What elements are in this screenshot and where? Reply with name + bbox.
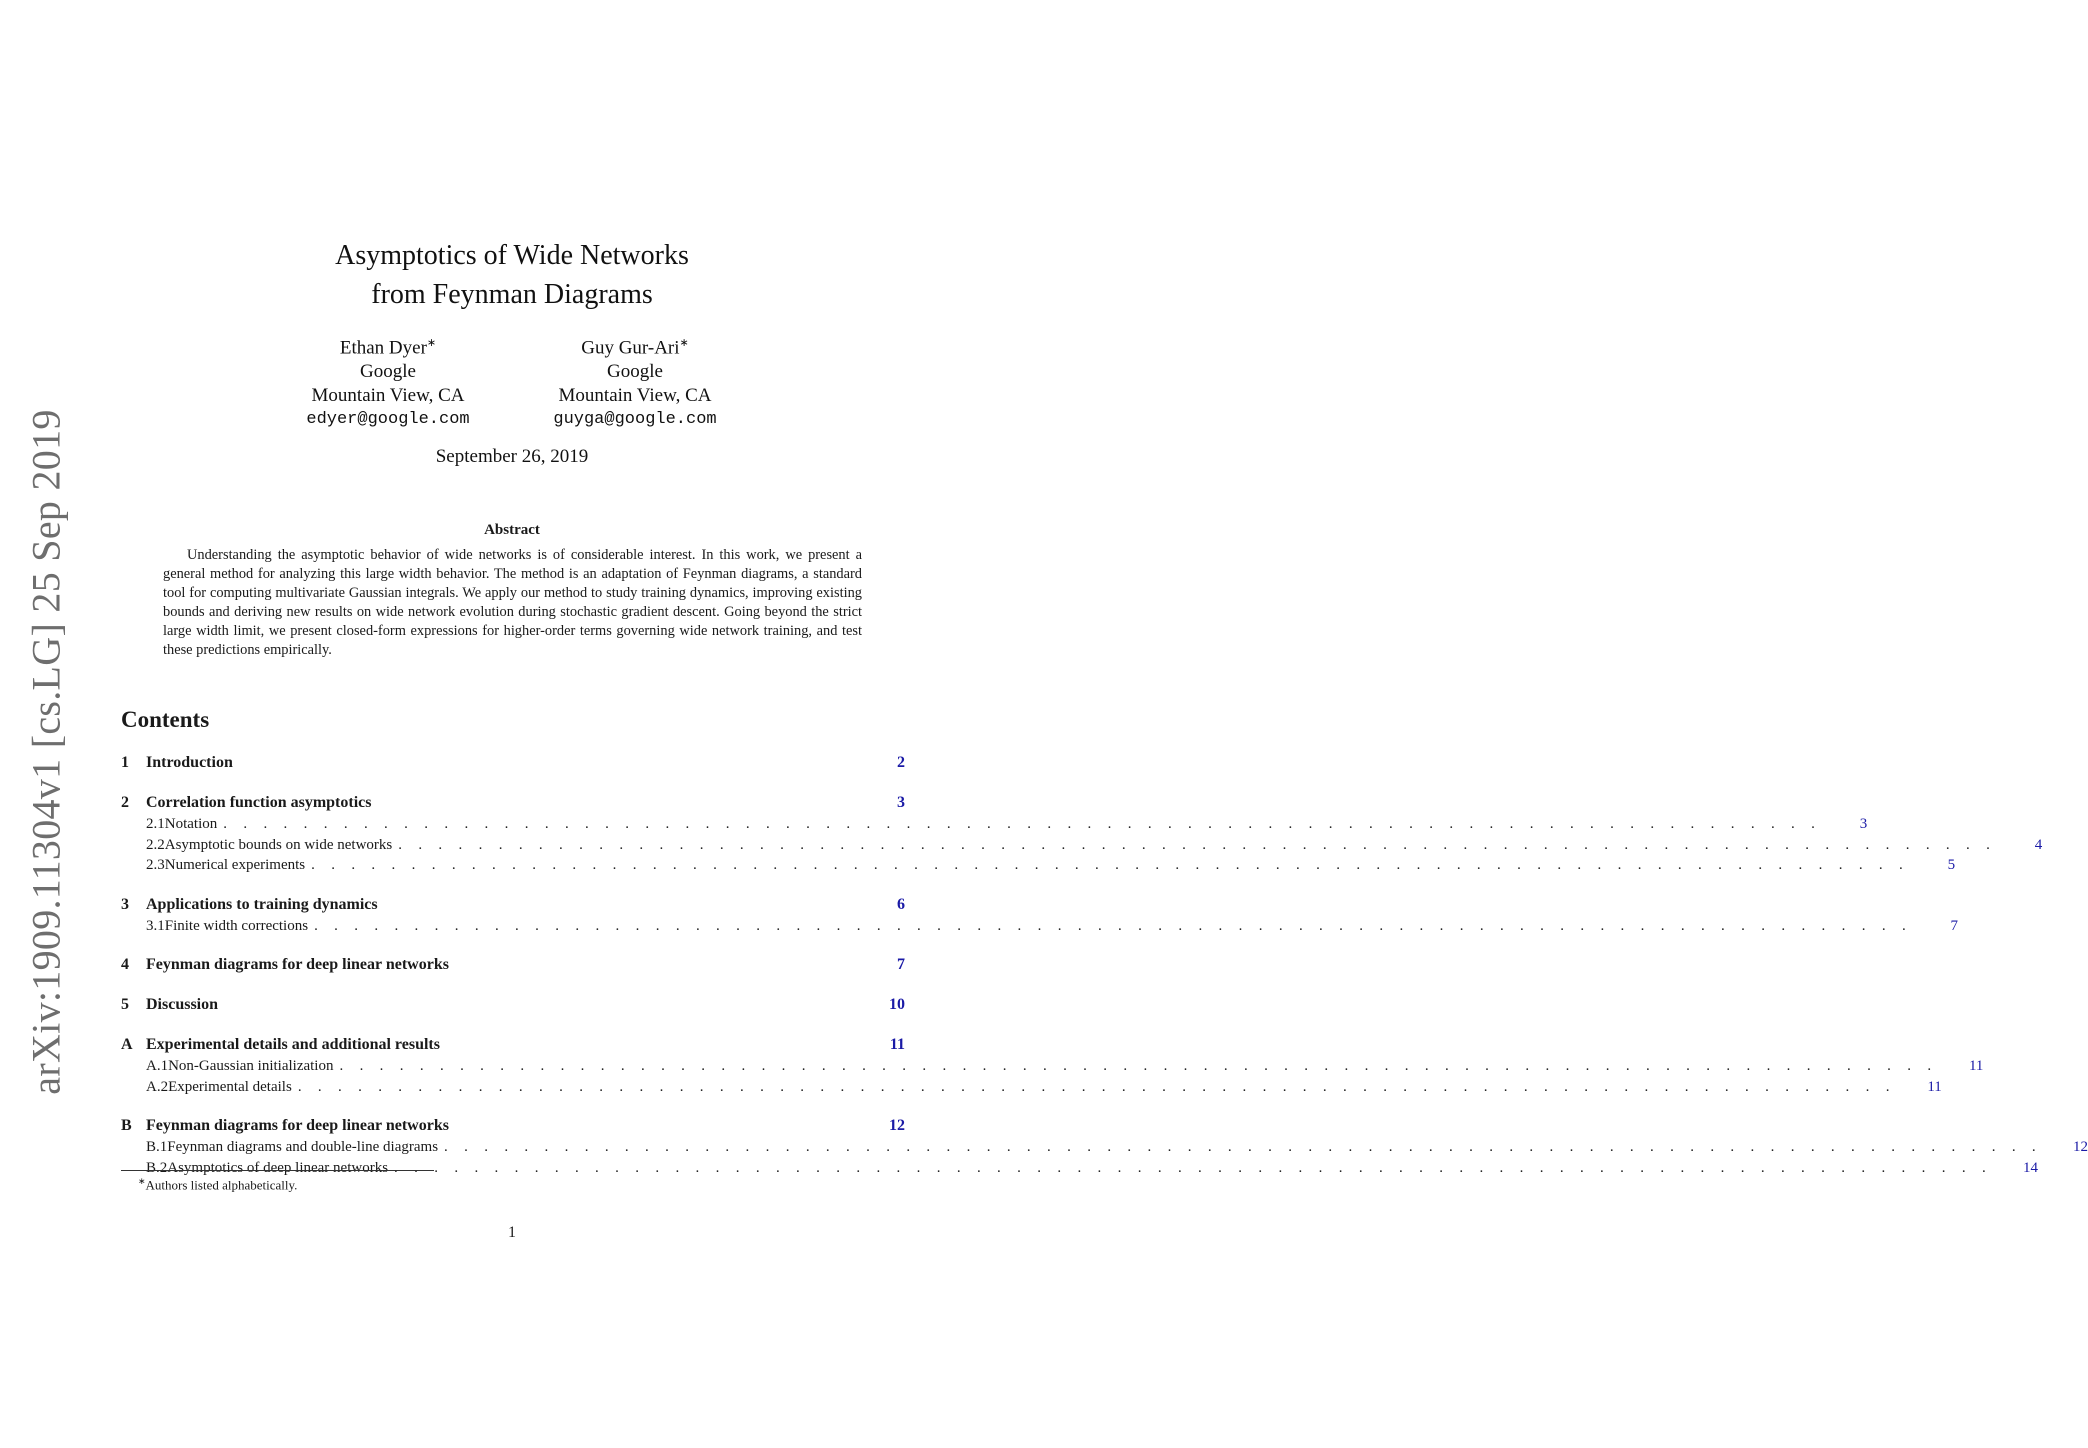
author-block	[288, 331, 488, 432]
toc-section	[121, 894, 1959, 937]
toc-leader-dots: . . . . . . . . . . . . . . . . . . . . . . . . . . . . . . . . . . . . . . . . . . . . . . . . . . . . . . . . . . . . . . . . . . . . . . . . . . . . . . . .	[223, 816, 1822, 832]
toc-entry-section[interactable]	[121, 894, 905, 916]
toc-subsection-title: Asymptotics of deep linear networks	[167, 1158, 394, 1179]
toc-page-link[interactable]: 10	[889, 996, 905, 1013]
toc-subsection-title: Numerical experiments	[165, 855, 311, 876]
toc-section-number: 4	[121, 956, 129, 973]
toc-section-number: 5	[121, 996, 129, 1013]
toc-entry-section[interactable]	[121, 792, 905, 814]
toc-subsection-title: Feynman diagrams and double-line diagrams	[167, 1137, 444, 1158]
toc-section-number: 3	[121, 895, 129, 913]
toc-section-title: Introduction	[146, 752, 239, 774]
toc-leader-dots: . . . . . . . . . . . . . . . . . . . . . . . . . . . . . . . . . . . . . . . . . . . . . . . . . . . . . . . . . . . . . . . . . . . . . . . . . . . . . . . .	[311, 857, 1910, 873]
toc-leader-dots: . . . . . . . . . . . . . . . . . . . . . . . . . . . . . . . . . . . . . . . . . . . . . . . . . . . . . . . . . . . . . . . . . . . . . . . . . . . . . . . .	[394, 1159, 1992, 1176]
toc-section-title: Feynman diagrams for deep linear networks	[146, 1115, 455, 1137]
toc-section-number: 1	[121, 754, 129, 771]
author-location: Mountain View, CA	[311, 385, 465, 407]
toc-leader-dots: . . . . . . . . . . . . . . . . . . . . . . . . . . . . . . . . . . . . . . . . . . . . . . . . . . . . . . . . . . . . . . . . . . . . . . . . . . . . . . . .	[398, 836, 1997, 853]
toc-page-link[interactable]: 12	[2072, 1139, 2088, 1155]
toc-subsection-title: Non-Gaussian initialization	[168, 1056, 339, 1077]
toc-entry-section[interactable]	[121, 1115, 905, 1137]
toc-subsection-number: 2.2	[146, 836, 165, 853]
toc-section	[121, 1115, 2088, 1178]
toc-page-link[interactable]: 3	[1859, 816, 1868, 832]
toc-section-title: Discussion	[146, 994, 224, 1016]
toc-leader-dots: . . . . . . . . . . . . . . . . . . . . . . . . . . . . . . . . . . . . . . . . . . . . . . . . . . . . . . . . . . . . . . . . . . . . . . . . . . . . . . . .	[314, 917, 1913, 934]
toc-page-link[interactable]: 11	[1968, 1058, 1984, 1074]
toc-entry-subsection[interactable]	[121, 1137, 2088, 1158]
page-number: 1	[508, 1224, 516, 1241]
toc-page-link[interactable]: 14	[2023, 1159, 2038, 1176]
toc-section-number: B	[121, 1117, 132, 1134]
toc-subsection-number: A.2	[146, 1078, 169, 1095]
toc-subsection-number: B.2	[146, 1159, 168, 1176]
arxiv-identifier-stamp: arXiv:1909.11304v1 [cs.LG] 25 Sep 2019	[23, 409, 69, 1095]
toc-section	[121, 1034, 1984, 1097]
toc-entry-subsection[interactable]	[121, 916, 1959, 937]
toc-page-link[interactable]: 11	[889, 1036, 905, 1053]
toc-section	[121, 792, 2043, 876]
author-affiliation: Google	[607, 361, 663, 383]
toc-subsection-number: 2.3	[146, 857, 165, 873]
author-footnote-mark: ∗	[426, 337, 437, 349]
footnote	[138, 1176, 297, 1193]
toc-section-title: Experimental details and additional results	[146, 1034, 446, 1056]
toc-section-title: Feynman diagrams for deep linear networks	[146, 954, 455, 976]
toc-entry-subsection[interactable]	[121, 835, 2043, 856]
toc-subsection-number: B.1	[146, 1139, 168, 1155]
toc-section	[121, 994, 905, 1016]
toc-section-number: A	[121, 1036, 133, 1053]
toc-entry-section[interactable]	[121, 954, 905, 976]
contents-heading: Contents	[121, 707, 210, 732]
abstract-text: Understanding the asymptotic behavior of wide networks is of considerable interest. In this work, we present a general method for analyzing this large width behavior. The method is an adaptation of Feynman diagrams, a standard tool for computing multivariate Gaussian integrals. We apply our method to study training dynamics, improving existing bounds and deriving new results on wide network evolution during stochastic gradient descent. Going beyond the strict large width limit, we present closed-form expressions for higher-order terms governing wide network training, and test these predictions empirically.	[163, 547, 862, 658]
toc-section-number: 2	[121, 794, 129, 811]
toc-entry-subsection[interactable]	[121, 1158, 2038, 1179]
toc-subsection-title: Finite width corrections	[165, 916, 314, 937]
toc-entry-subsection[interactable]	[121, 1077, 1942, 1098]
author-name: Ethan Dyer	[339, 337, 427, 359]
publication-date: September 26, 2019	[435, 446, 589, 467]
author-name: Guy Gur-Ari	[581, 337, 680, 359]
toc-page-link[interactable]: 11	[1927, 1078, 1942, 1095]
toc-section-title: Correlation function asymptotics	[146, 792, 377, 814]
footnote-mark: ∗	[138, 1176, 146, 1186]
toc-page-link[interactable]: 2	[897, 754, 905, 771]
toc-section	[121, 954, 905, 976]
toc-entry-section[interactable]	[121, 752, 905, 774]
title-line: Asymptotics of Wide Networks	[335, 240, 689, 271]
toc-entry-section[interactable]	[121, 994, 905, 1016]
toc-page-link[interactable]: 5	[1947, 857, 1956, 873]
toc-subsection-title: Notation	[165, 814, 224, 835]
author-block	[535, 331, 735, 432]
toc-leader-dots: . . . . . . . . . . . . . . . . . . . . . . . . . . . . . . . . . . . . . . . . . . . . . . . . . . . . . . . . . . . . . . . . . . . . . . . . . . . . . . . .	[297, 1078, 1896, 1095]
table-of-contents	[121, 752, 2088, 1196]
author-email: guyga@google.com	[553, 410, 717, 430]
footnote-rule	[121, 1170, 434, 1171]
toc-subsection-number: 3.1	[146, 917, 165, 934]
toc-page-link[interactable]: 4	[2034, 836, 2043, 853]
toc-subsection-title: Experimental details	[168, 1077, 298, 1098]
toc-section	[121, 752, 905, 774]
toc-subsection-title: Asymptotic bounds on wide networks	[165, 835, 398, 856]
toc-page-link[interactable]: 6	[897, 895, 905, 913]
author-footnote-mark: ∗	[679, 337, 689, 349]
toc-page-link[interactable]: 7	[1950, 917, 1959, 934]
toc-page-link[interactable]: 7	[897, 956, 905, 973]
toc-leader-dots: . . . . . . . . . . . . . . . . . . . . . . . . . . . . . . . . . . . . . . . . . . . . . . . . . . . . . . . . . . . . . . . . . . . . . . . . . . . . . . . .	[444, 1139, 2042, 1155]
toc-entry-subsection[interactable]	[121, 855, 1956, 876]
title-line: from Feynman Diagrams	[371, 279, 653, 310]
toc-leader-dots: . . . . . . . . . . . . . . . . . . . . . . . . . . . . . . . . . . . . . . . . . . . . . . . . . . . . . . . . . . . . . . . . . . . . . . . . . . . . . . . .	[339, 1058, 1938, 1074]
toc-subsection-number: A.1	[146, 1058, 169, 1074]
toc-entry-subsection[interactable]	[121, 1056, 1984, 1077]
toc-section-title: Applications to training dynamics	[146, 894, 384, 916]
footnote-text: Authors listed alphabetically.	[145, 1177, 298, 1193]
toc-subsection-number: 2.1	[146, 816, 165, 832]
toc-entry-subsection[interactable]	[121, 814, 1868, 835]
author-location: Mountain View, CA	[558, 385, 712, 407]
author-email: edyer@google.com	[306, 410, 470, 430]
paper-title	[0, 236, 1024, 314]
toc-entry-section[interactable]	[121, 1034, 905, 1056]
toc-page-link[interactable]: 3	[897, 794, 905, 811]
abstract-heading: Abstract	[484, 522, 540, 538]
author-affiliation: Google	[360, 361, 416, 383]
toc-page-link[interactable]: 12	[889, 1117, 905, 1134]
